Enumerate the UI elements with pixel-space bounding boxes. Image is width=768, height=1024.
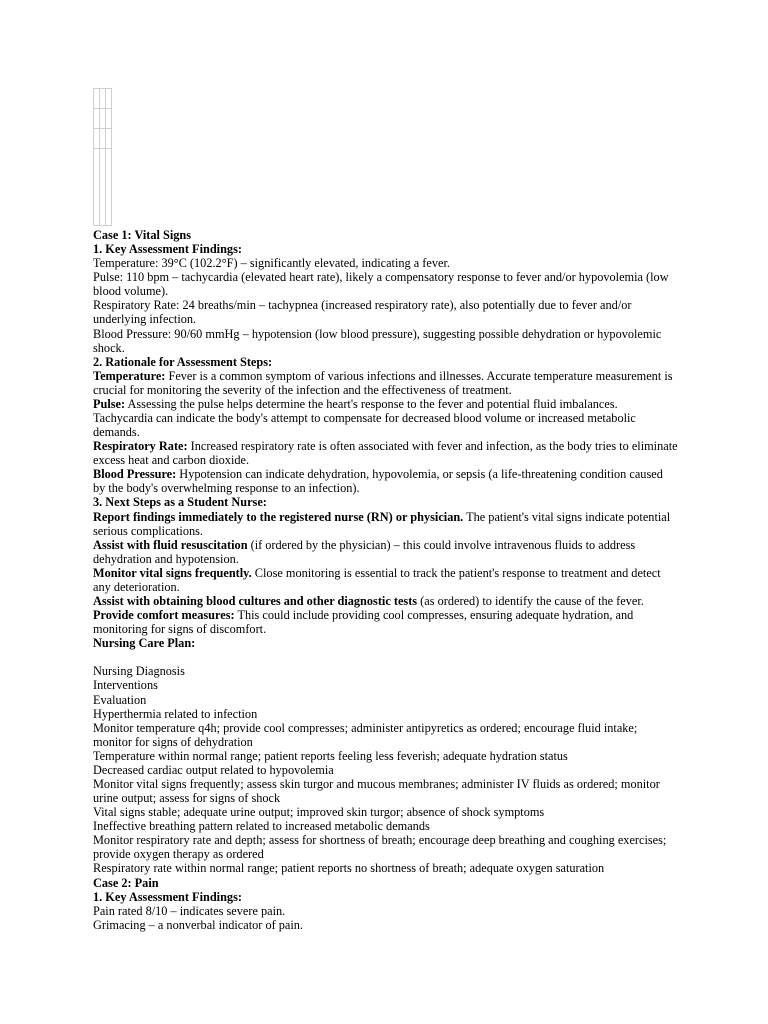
rationale-blood-pressure: Blood Pressure: Hypotension can indicate dehydration, hypovolemia, or sepsis (a life-threatening condition caused by the body's overwhelming response to an infection). bbox=[93, 467, 663, 496]
case1-next-steps-heading: 3. Next Steps as a Student Nurse: bbox=[93, 495, 267, 510]
care-plan-line: Monitor temperature q4h; provide cool compresses; administer antipyretics as ordered; encourage fluid intake; monitor for signs of dehydration bbox=[93, 720, 638, 749]
blank-line bbox=[93, 650, 678, 664]
rationale-respiratory-rate: Respiratory Rate: Increased respiratory rate is often associated with fever and infection, as the body tries to eliminate excess heat and carbon dioxide. bbox=[93, 439, 678, 468]
next-step-report: Report findings immediately to the registered nurse (RN) or physician. The patient's vital signs indicate potential serious complications. bbox=[93, 509, 671, 538]
rationale-temperature: Temperature: Fever is a common symptom of various infections and illnesses. Accurate temperature measurement is crucial for monitoring the severity of the infection and the effectiveness of treatment. bbox=[93, 368, 673, 397]
care-plan-line: Ineffective breathing pattern related to increased metabolic demands bbox=[93, 819, 430, 834]
care-plan-line: Monitor respiratory rate and depth; assess for shortness of breath; encourage deep breathing and coughing exercises; provide oxygen therapy as ordered bbox=[93, 833, 667, 862]
care-plan-heading: Nursing Care Plan: bbox=[93, 636, 196, 651]
care-plan-line: Hyperthermia related to infection bbox=[93, 706, 258, 721]
care-plan-line: Nursing Diagnosis bbox=[93, 664, 185, 679]
case2-finding-pain: Pain rated 8/10 – indicates severe pain. bbox=[93, 903, 286, 918]
next-step-comfort: Provide comfort measures: This could include providing cool compresses, ensuring adequate hydration, and monitoring for signs of discomfort. bbox=[93, 608, 634, 637]
case2-title: Case 2: Pain bbox=[93, 875, 159, 890]
empty-table bbox=[93, 88, 112, 226]
next-step-cultures: Assist with obtaining blood cultures and other diagnostic tests (as ordered) to identify the cause of the fever. bbox=[93, 594, 644, 609]
finding-pulse: Pulse: 110 bpm – tachycardia (elevated heart rate), likely a compensatory response to fever and/or hypovolemia (low blood volume). bbox=[93, 270, 669, 299]
next-step-monitor: Monitor vital signs frequently. Close monitoring is essential to track the patient's response to treatment and detect any deterioration. bbox=[93, 565, 661, 594]
next-step-fluid: Assist with fluid resuscitation (if ordered by the physician) – this could involve intravenous fluids to address dehydration and hypotension. bbox=[93, 537, 636, 566]
care-plan-line: Decreased cardiac output related to hypovolemia bbox=[93, 762, 334, 777]
finding-blood-pressure: Blood Pressure: 90/60 mmHg – hypotension (low blood pressure), suggesting possible dehydration or hypovolemic shock. bbox=[93, 326, 662, 355]
care-plan-line: Interventions bbox=[93, 678, 158, 693]
case2-finding-grimacing: Grimacing – a nonverbal indicator of pain. bbox=[93, 917, 304, 932]
case1-findings-heading: 1. Key Assessment Findings: bbox=[93, 242, 242, 257]
finding-respiratory-rate: Respiratory Rate: 24 breaths/min – tachypnea (increased respiratory rate), also potentially due to fever and/or underlying infection. bbox=[93, 298, 632, 327]
care-plan-line: Vital signs stable; adequate urine output; improved skin turgor; absence of shock symptoms bbox=[93, 805, 545, 820]
case2-findings-heading: 1. Key Assessment Findings: bbox=[93, 889, 242, 904]
care-plan-line: Respiratory rate within normal range; patient reports no shortness of breath; adequate oxygen saturation bbox=[93, 861, 605, 876]
case1-title: Case 1: Vital Signs bbox=[93, 228, 192, 242]
document-body bbox=[93, 228, 678, 932]
finding-temperature: Temperature: 39°C (102.2°F) – significantly elevated, indicating a fever. bbox=[93, 256, 450, 271]
care-plan-line: Temperature within normal range; patient reports feeling less feverish; adequate hydration status bbox=[93, 748, 568, 763]
case1-rationale-heading: 2. Rationale for Assessment Steps: bbox=[93, 354, 273, 369]
care-plan-line: Evaluation bbox=[93, 692, 147, 707]
care-plan-line: Monitor vital signs frequently; assess skin turgor and mucous membranes; administer IV fluids as ordered; monitor urine output; assess for signs of shock bbox=[93, 776, 660, 806]
rationale-pulse: Pulse: Assessing the pulse helps determine the heart's response to the fever and potential fluid imbalances. Tachycardia can indicate the body's attempt to compensate for decreased blood volume or increased metabolic demands. bbox=[93, 396, 636, 440]
